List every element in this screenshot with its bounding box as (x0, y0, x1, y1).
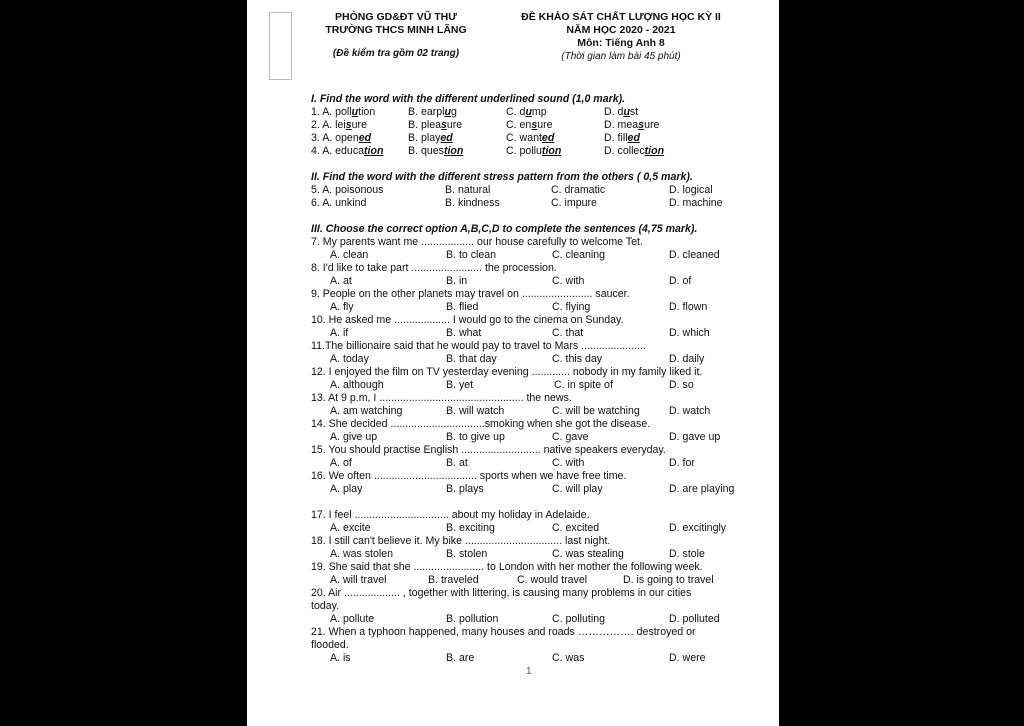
underlined-part: tion (644, 145, 665, 157)
underlined-part: ed (440, 132, 453, 144)
option-a (311, 106, 375, 118)
option-c: C. was stealing (552, 548, 624, 560)
answer-row (0, 327, 710, 339)
question-text: 21. When a typhoon happened, many houses and roads ……………. destroyed or (311, 626, 696, 638)
answer-row (0, 613, 720, 625)
option-a: A. is (330, 652, 351, 664)
option-d: D. so (669, 379, 694, 391)
option-b: B. at (446, 457, 468, 469)
answer-row (0, 275, 692, 287)
option-b: B. to give up (446, 431, 505, 443)
option-d (604, 119, 659, 131)
option-b: B. are (446, 652, 475, 664)
section-3-title: III. Choose the correct option A,B,C,D to complete the sentences (4,75 mark). (311, 223, 698, 235)
option-b (408, 145, 463, 157)
option-c: C. impure (551, 197, 597, 209)
question-text: 12. I enjoyed the film on TV yesterday evening ............. nobody in my family liked it. (311, 366, 703, 378)
header-left (306, 11, 486, 60)
option-b: B. will watch (446, 405, 505, 417)
word-part: B. ques (408, 145, 444, 157)
option-a: 6. A. unkind (311, 197, 367, 209)
answer-row (311, 145, 751, 157)
option-b: B. yet (446, 379, 474, 391)
word-part: 1. A. poll (311, 106, 352, 118)
option-d (604, 145, 664, 157)
underlined-part: tion (443, 145, 464, 157)
option-c: C. will be watching (552, 405, 640, 417)
word-part: mp (531, 106, 547, 118)
option-b: B. what (446, 327, 482, 339)
word-part: g (451, 106, 457, 118)
option-c: C. flying (552, 301, 591, 313)
answer-row (311, 184, 751, 196)
time-note: (Thời gian làm bài 45 phút) (561, 51, 681, 62)
answer-row (0, 574, 714, 586)
option-a: A. at (330, 275, 352, 287)
option-d: D. which (669, 327, 710, 339)
school-year: NĂM HỌC 2020 - 2021 (566, 24, 676, 36)
question-text: 17. I feel ................................ about my holiday in Adelaide. (311, 509, 590, 521)
option-a: A. give up (330, 431, 378, 443)
underlined-part: u (623, 106, 630, 118)
word-part: ure (351, 119, 367, 131)
underlined-part: ed (541, 132, 555, 144)
corner-box (269, 12, 292, 80)
option-c (506, 119, 553, 131)
option-b: B. pollution (446, 613, 499, 625)
underlined-part: s (440, 119, 447, 131)
option-d (604, 106, 638, 118)
question-text-cont: today. (311, 600, 340, 612)
option-a: A. play (330, 483, 363, 495)
option-c (506, 132, 554, 144)
option-a: A. will travel (330, 574, 387, 586)
word-part: 2. A. lei (311, 119, 346, 131)
question-text: 13. At 9 p.m, I ................................................. the news. (311, 392, 572, 404)
question-text: 10. He asked me ................... I would go to the cinema on Sunday. (311, 314, 624, 326)
option-c: C. cleaning (552, 249, 605, 261)
option-d: D. is going to travel (623, 574, 714, 586)
option-c: C. dramatic (551, 184, 606, 196)
word-part: ure (446, 119, 463, 131)
question-text: 20. Air ................... , together with littering, is causing many problems in our cities (311, 587, 692, 599)
question-text: 11.The billionaire said that he would pay to travel to Mars ...................... (311, 340, 646, 352)
option-a: 5. A. poisonous (311, 184, 384, 196)
option-b: B. in (446, 275, 468, 287)
option-a (311, 119, 367, 131)
option-b: B. traveled (428, 574, 479, 586)
option-c: C. will play (552, 483, 603, 495)
question-text: 8. I'd like to take part ........................ the procession. (311, 262, 557, 274)
answer-row (0, 431, 721, 443)
option-b: B. natural (445, 184, 491, 196)
question-text: 16. We often ................................... sports when we have free time. (311, 470, 627, 482)
word-part: B. earpl (408, 106, 445, 118)
option-b (408, 119, 462, 131)
option-b: B. that day (446, 353, 497, 365)
option-b: B. stolen (446, 548, 488, 560)
option-a: A. if (330, 327, 349, 339)
underlined-part: u (444, 106, 451, 118)
word-part: tion (358, 106, 376, 118)
option-d (604, 132, 640, 144)
answer-row (0, 405, 711, 417)
underlined-part: ed (627, 132, 640, 144)
page-number: 1 (526, 666, 532, 677)
question-text: 7. My parents want me .................. our house carefully to welcome Tet. (311, 236, 643, 248)
option-a: A. of (330, 457, 352, 469)
answer-row (311, 106, 751, 118)
option-c (506, 145, 561, 157)
option-b: B. kindness (445, 197, 500, 209)
question-text: 15. You should practise English ........................... native speakers everyday. (311, 444, 666, 456)
option-a: A. today (330, 353, 369, 365)
word-part: C. pollu (506, 145, 542, 157)
answer-row (0, 522, 727, 534)
word-part: C. want (506, 132, 542, 144)
option-c: C. was (552, 652, 585, 664)
word-part: D. fill (604, 132, 628, 144)
answer-row (0, 483, 735, 495)
option-d: D. machine (669, 197, 723, 209)
option-c (506, 106, 547, 118)
option-a: A. was stolen (330, 548, 394, 560)
word-part: 4. A. educa (311, 145, 365, 157)
option-c: C. gave (552, 431, 589, 443)
answer-row (0, 301, 708, 313)
option-c: C. with (552, 457, 585, 469)
option-d: D. daily (669, 353, 705, 365)
underlined-part: tion (541, 145, 562, 157)
option-d: D. for (669, 457, 695, 469)
word-part: D. mea (604, 119, 639, 131)
option-d: D. watch (669, 405, 711, 417)
option-d: D. are playing (669, 483, 735, 495)
option-b: B. plays (446, 483, 484, 495)
answer-row (0, 379, 694, 391)
underlined-part: u (525, 106, 532, 118)
underlined-part: u (351, 106, 359, 118)
underlined-part: s (345, 119, 352, 131)
word-part: ure (537, 119, 553, 131)
answer-row (0, 548, 705, 560)
question-text: 9. People on the other planets may travel on ........................ saucer. (311, 288, 630, 300)
option-a: A. fly (330, 301, 354, 313)
department-name: PHÒNG GD&ĐT VŨ THƯ (335, 11, 457, 23)
word-part: 3. A. open (311, 132, 359, 144)
answer-row (0, 249, 720, 261)
option-d: D. flown (669, 301, 708, 313)
option-a: A. clean (330, 249, 369, 261)
option-a (311, 132, 371, 144)
answer-row (311, 119, 751, 131)
option-d: D. logical (669, 184, 713, 196)
answer-row (0, 353, 705, 365)
option-b (408, 106, 457, 118)
option-a (311, 145, 383, 157)
option-d: D. of (669, 275, 692, 287)
option-d: D. excitingly (669, 522, 727, 534)
option-c: C. polluting (552, 613, 605, 625)
option-c: C. this day (552, 353, 603, 365)
option-d: D. cleaned (669, 249, 720, 261)
page-count-note: (Đề kiểm tra gồm 02 trang) (332, 48, 460, 59)
subject: Môn: Tiếng Anh 8 (577, 37, 665, 49)
underlined-part: tion (364, 145, 384, 157)
underlined-part: ed (358, 132, 372, 144)
option-a: A. am watching (330, 405, 403, 417)
word-part: D. d (604, 106, 624, 118)
option-c: C. would travel (517, 574, 588, 586)
option-b: B. flied (446, 301, 479, 313)
option-c: C. in spite of (554, 379, 613, 391)
option-d: D. were (669, 652, 706, 664)
option-a: A. excite (330, 522, 371, 534)
word-part: C. d (506, 106, 526, 118)
exam-title: ĐỀ KHẢO SÁT CHẤT LƯỢNG HỌC KỲ II (521, 11, 721, 23)
answer-row (0, 652, 706, 664)
question-text-cont: flooded. (311, 639, 349, 651)
option-d: D. polluted (669, 613, 720, 625)
school-name: TRƯỜNG THCS MINH LÃNG (325, 24, 467, 36)
underlined-part: s (531, 119, 538, 131)
header-right (505, 11, 737, 63)
word-part: B. plea (408, 119, 441, 131)
option-d: D. stole (669, 548, 705, 560)
option-a: A. pollute (330, 613, 375, 625)
option-c: C. excited (552, 522, 600, 534)
question-text: 18. I still can't believe it. My bike ................................. last night. (311, 535, 611, 547)
answer-row (311, 132, 751, 144)
word-part: B. play (408, 132, 441, 144)
section-2-title: II. Find the word with the different stress pattern from the others ( 0,5 mark). (311, 171, 693, 183)
section-1-title: I. Find the word with the different underlined sound (1,0 mark). (311, 93, 626, 105)
underlined-part: s (638, 119, 645, 131)
word-part: st (629, 106, 639, 118)
option-a: A. although (330, 379, 384, 391)
question-text: 14. She decided ................................smoking when she got the disease. (311, 418, 651, 430)
option-c: C. that (552, 327, 584, 339)
option-d: D. gave up (669, 431, 721, 443)
option-c: C. with (552, 275, 585, 287)
option-b: B. to clean (446, 249, 497, 261)
option-b: B. exciting (446, 522, 495, 534)
word-part: C. en (506, 119, 532, 131)
word-part: ure (644, 119, 660, 131)
question-text: 19. She said that she ........................ to London with her mother the following week. (311, 561, 703, 573)
word-part: D. collec (604, 145, 645, 157)
answer-row (311, 197, 751, 209)
option-b (408, 132, 453, 144)
answer-row (0, 457, 695, 469)
